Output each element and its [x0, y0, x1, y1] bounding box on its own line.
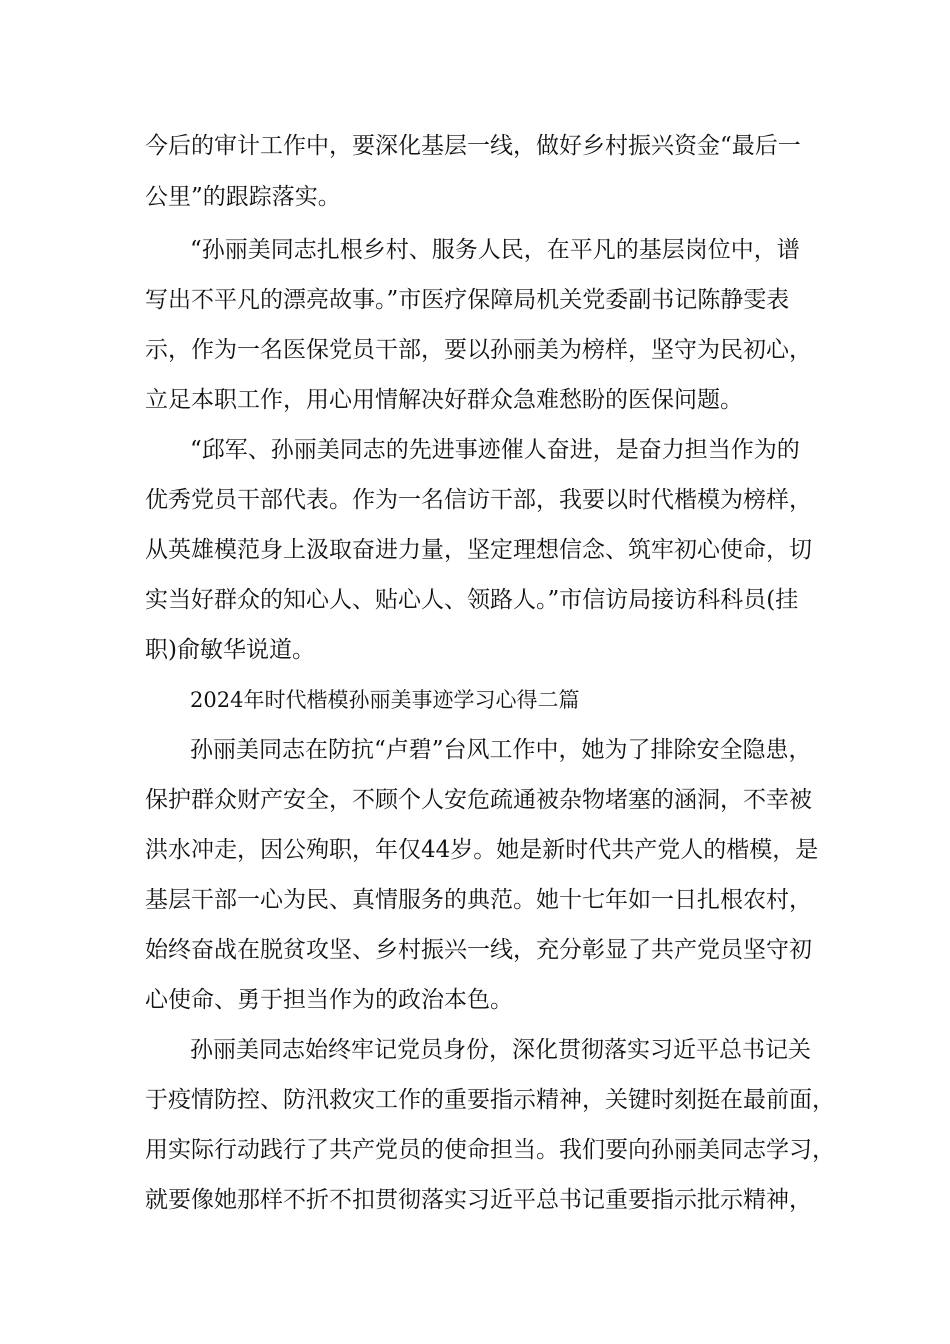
- text-line: 于疫情防控、防汛救灾工作的重要指示精神，关键时刻挺在最前面，: [145, 1087, 835, 1113]
- text-line: 示，作为一名医保党员干部，要以孙丽美为榜样，坚守为民初心，: [145, 337, 812, 363]
- text-line: 职)俞敏华说道。: [145, 637, 315, 663]
- text-line: 保护群众财产安全，不顾个人安危疏通被杂物堵塞的涵洞，不幸被: [145, 787, 812, 813]
- text-line: 今后的审计工作中，要深化基层一线，做好乡村振兴资金“最后一: [145, 133, 801, 159]
- text-line: 优秀党员干部代表。作为一名信访干部，我要以时代楷模为榜样，: [145, 487, 812, 513]
- text-line: 写出不平凡的漂亮故事。”市医疗保障局机关党委副书记陈静雯表: [145, 287, 790, 313]
- text-line: 洪水冲走，因公殉职，年仅44岁。她是新时代共产党人的楷模，是: [145, 837, 819, 863]
- text-line: 孙丽美同志始终牢记党员身份，深化贯彻落实习近平总书记关: [190, 1037, 811, 1063]
- text-line: 立足本职工作，用心用情解决好群众急难愁盼的医保问题。: [145, 387, 743, 413]
- text-line: 用实际行动践行了共产党员的使命担当。我们要向孙丽美同志学习，: [145, 1137, 835, 1163]
- text-line: 孙丽美同志在防抗“卢碧”台风工作中，她为了排除安全隐患，: [190, 737, 812, 763]
- text-line: 从英雄模范身上汲取奋进力量，坚定理想信念、筑牢初心使命，切: [145, 537, 812, 563]
- text-line: “邱军、孙丽美同志的先进事迹催人奋进，是奋力担当作为的: [190, 437, 800, 463]
- text-line: 基层干部一心为民、真情服务的典范。她十七年如一日扎根农村，: [145, 887, 812, 913]
- text-line: “孙丽美同志扎根乡村、服务人民，在平凡的基层岗位中，谱: [190, 237, 800, 263]
- text-line: 就要像她那样不折不扣贯彻落实习近平总书记重要指示批示精神，: [145, 1187, 812, 1213]
- text-line: 心使命、勇于担当作为的政治本色。: [145, 987, 513, 1013]
- text-line: 实当好群众的知心人、贴心人、领路人。”市信访局接访科科员(挂: [145, 587, 799, 613]
- text-line: 始终奋战在脱贫攻坚、乡村振兴一线，充分彰显了共产党员坚守初: [145, 937, 812, 963]
- section-heading: 2024年时代楷模孙丽美事迹学习心得二篇: [190, 688, 580, 712]
- text-line: 公里”的跟踪落实。: [145, 184, 341, 210]
